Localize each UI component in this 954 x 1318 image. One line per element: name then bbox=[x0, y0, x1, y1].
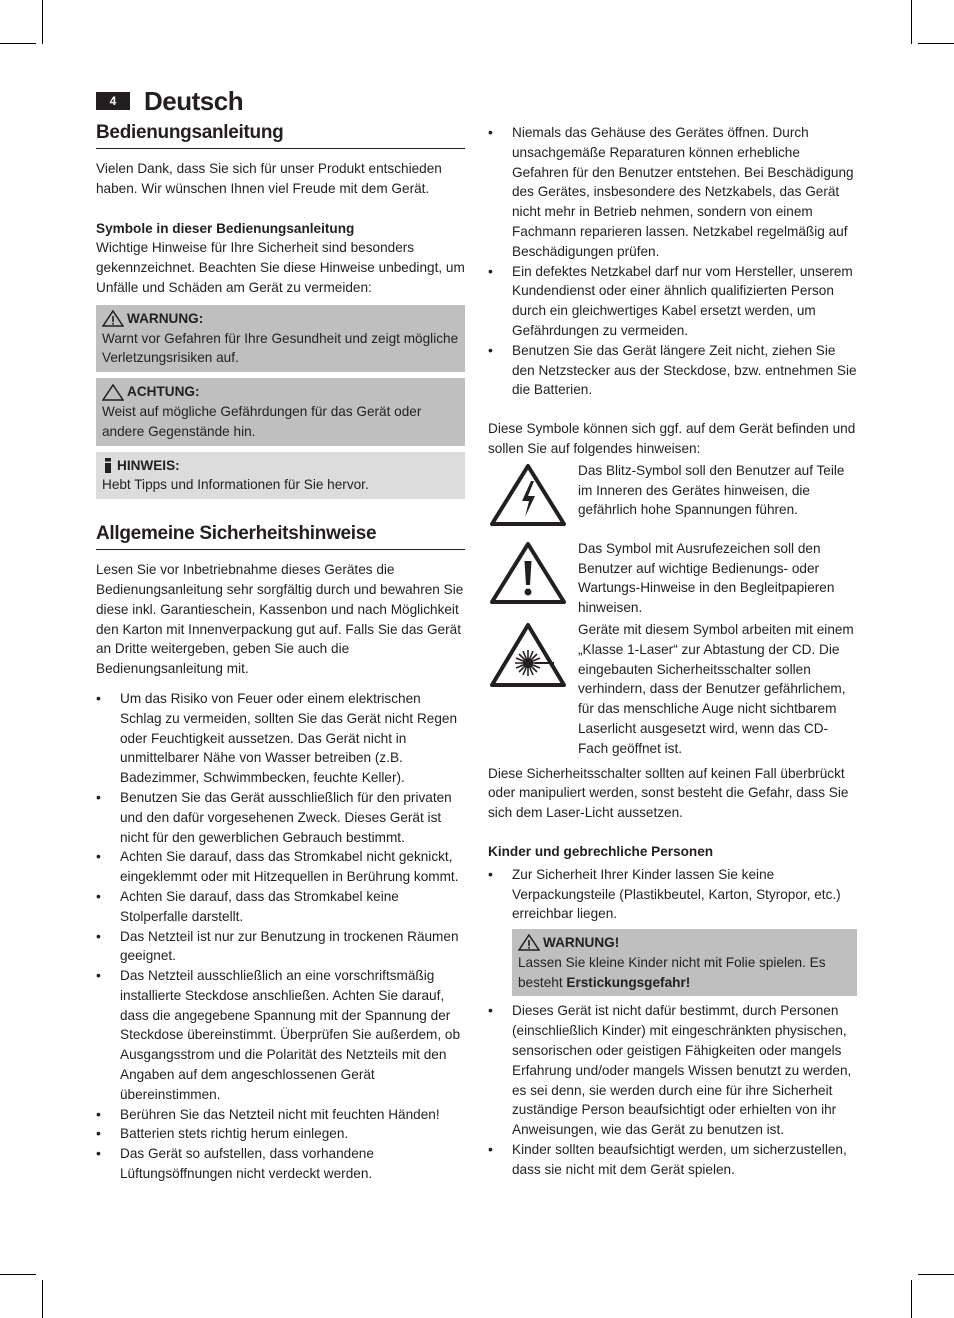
crop-mark bbox=[42, 1280, 43, 1318]
suffocation-hazard: Erstickungsgefahr! bbox=[566, 974, 691, 990]
list-item: • Das Gerät so aufstellen, dass vorhandene Lüftungsöffnungen nicht verdeckt werden. bbox=[96, 1144, 465, 1184]
crop-mark bbox=[42, 0, 43, 44]
lightning-icon bbox=[488, 463, 568, 527]
list-item: • Kinder sollten beaufsichtigt werden, um sicherzustellen, dass sie nicht mit dem Gerät spielen. bbox=[488, 1140, 857, 1180]
warning-title: WARNUNG: bbox=[127, 310, 204, 326]
safety-list bbox=[96, 689, 465, 1184]
children-list-continued bbox=[488, 1001, 857, 1179]
symbol-row-exclamation bbox=[488, 539, 857, 618]
exclamation-text: Das Symbol mit Ausrufezeichen soll den Benutzer auf wichtige Bedienungs- oder Wartungs-Hinweise in den Begleitpapieren hinweisen. bbox=[578, 540, 835, 616]
page-header bbox=[96, 86, 243, 116]
warning-triangle-icon bbox=[102, 310, 124, 327]
warning-triangle-icon bbox=[518, 934, 540, 951]
note-title: HINWEIS: bbox=[117, 457, 180, 473]
laser-icon bbox=[488, 622, 568, 688]
symbol-row-laser bbox=[488, 620, 857, 759]
intro-text: Vielen Dank, dass Sie sich für unser Produkt entschieden haben. Wir wünschen Ihnen viel Freude mit dem Gerät. bbox=[96, 161, 442, 196]
safety-list-continued bbox=[488, 123, 857, 400]
list-item: • Das Netzteil ist nur zur Benutzung in trockenen Räumen geeignet. bbox=[96, 927, 465, 967]
list-item: • Niemals das Gehäuse des Gerätes öffnen. Durch unsachgemäße Reparaturen können erhebliche Gefahren für den Benutzer entstehen. Bei Beschädigung des Gerätes, insbesondere des Netzkabels, das Gerät nicht mehr in Betrieb nehmen, sondern von einem Fachmann reparieren lassen. Netzkabel regelmäßig auf Beschädigungen prüfen. bbox=[488, 123, 857, 262]
list-item: • Benutzen Sie das Gerät längere Zeit nicht, ziehen Sie den Netzstecker aus der Steckdose, bzw. entnehmen Sie die Batterien. bbox=[488, 341, 857, 400]
caution-title: ACHTUNG: bbox=[127, 384, 200, 400]
list-item: • Das Netzteil ausschließlich an eine vorschriftsmäßig installierte Steckdose anschließen. Achten Sie darauf, dass die angegebene Spannung mit der Spannung der Steckdose übereinstimmt. Überprüfen Sie außerdem, ob Ausgangsstrom und die Polarität des Netzteils mit den Angaben auf dem angeschlossenen Gerät übereinstimmen. bbox=[96, 966, 465, 1105]
warning-text: Warnt vor Gefahren für Ihre Gesundheit und zeigt mögliche Verletzungsrisiken auf. bbox=[102, 330, 459, 366]
child-warning-title: WARNUNG! bbox=[543, 935, 620, 951]
children-heading: Kinder und gebrechliche Personen bbox=[488, 843, 714, 859]
crop-mark bbox=[918, 43, 954, 44]
caution-box bbox=[96, 378, 465, 445]
list-item: • Ein defektes Netzkabel darf nur vom Hersteller, unserem Kundendienst oder einer ähnlich qualifizierten Person durch ein gleichwertiges Kabel ersetzt werden, um Gefährdungen zu vermeiden. bbox=[488, 262, 857, 341]
symbols-intro: Diese Symbole können sich ggf. auf dem Gerät befinden und sollen Sie auf folgendes hinweisen: bbox=[488, 421, 856, 456]
crop-mark bbox=[918, 1274, 954, 1275]
language-title: Deutsch bbox=[144, 86, 244, 116]
list-item: • Achten Sie darauf, dass das Stromkabel nicht geknickt, eingeklemmt oder mit Hitzequellen in Berührung kommt. bbox=[96, 847, 465, 887]
caution-text: Weist auf mögliche Gefährdungen für das Gerät oder andere Gegenstände hin. bbox=[102, 403, 422, 439]
page-number: 4 bbox=[96, 92, 130, 110]
warning-box bbox=[96, 305, 465, 372]
list-item: • Zur Sicherheit Ihrer Kinder lassen Sie keine Verpackungsteile (Plastikbeutel, Karton, Styropor, etc.) erreichbar liegen. bbox=[488, 865, 857, 924]
note-text: Hebt Tipps und Informationen für Sie hervor. bbox=[102, 477, 369, 493]
list-item: • Um das Risiko von Feuer oder einem elektrischen Schlag zu vermeiden, sollten Sie das Gerät nicht Regen oder Feuchtigkeit aussetzen. Das Gerät nicht in unmittelbarer Nähe von Wasser betreiben (z.B. Badezimmer, Schwimmbecken, feuchte Keller). bbox=[96, 689, 465, 788]
child-warning-text: Lassen Sie kleine Kinder nicht mit Folie spielen. Es besteht Erstickungsgefahr! bbox=[518, 954, 826, 990]
symbols-heading: Symbole in dieser Bedienungsanleitung bbox=[96, 220, 355, 236]
list-item: • Dieses Gerät ist nicht dafür bestimmt, durch Personen (einschließlich Kinder) mit eingeschränkten physischen, sensorischen oder geistigen Fähigkeiten oder mangels Erfahrung und/oder mangels Wissen benutzt zu werden, es sei denn, sie werden durch eine für ihre Sicherheit zuständige Person beaufsichtigt oder erhielten von ihr Anweisungen, wie das Gerät zu benutzen ist. bbox=[488, 1001, 857, 1140]
safety-heading: Allgemeine Sicherheitshinweise bbox=[96, 521, 465, 550]
safety-intro: Lesen Sie vor Inbetriebnahme dieses Gerätes die Bedienungsanleitung sehr sorgfältig durch und bewahren Sie diese inkl. Garantieschein, Kassenbon und nach Möglichkeit den Karton mit Innenverpackung gut auf. Falls Sie das Gerät an Dritte weitergeben, geben Sie auch die Bedienungsanleitung mit. bbox=[96, 562, 464, 677]
lightning-text: Das Blitz-Symbol soll den Benutzer auf Teile im Inneren des Gerätes hinweisen, die gefährlich hohe Spannungen führen. bbox=[578, 462, 845, 518]
list-item: • Benutzen Sie das Gerät ausschließlich für den privaten und den dafür vorgesehenen Zweck. Dieses Gerät ist nicht für den gewerblichen Gebrauch bestimmt. bbox=[96, 788, 465, 847]
symbol-row-lightning bbox=[488, 461, 857, 527]
info-icon bbox=[102, 457, 114, 474]
right-column bbox=[488, 123, 857, 1180]
manual-heading: Bedienungsanleitung bbox=[96, 120, 465, 149]
child-warning-box bbox=[512, 929, 857, 996]
crop-mark bbox=[0, 43, 36, 44]
exclamation-icon bbox=[488, 541, 568, 605]
children-list bbox=[488, 865, 857, 924]
crop-mark bbox=[911, 1280, 912, 1318]
list-item: • Berühren Sie das Netzteil nicht mit feuchten Händen! bbox=[96, 1105, 465, 1125]
laser-text: Geräte mit diesem Symbol arbeiten mit einem „Klasse 1-Laser“ zur Abtastung der CD. Die eingebauten Sicherheitsschalter sollen verhindern, dass der Benutzer gefährlichem, für das menschliche Auge nicht sichtbarem Laserlicht ausgesetzt wird, wenn das CD-Fach geöffnet ist. bbox=[578, 621, 854, 756]
crop-mark bbox=[0, 1274, 36, 1275]
laser-note: Diese Sicherheitsschalter sollten auf keinen Fall überbrückt oder manipuliert werden, sonst besteht die Gefahr, dass Sie sich dem Laser-Licht aussetzen. bbox=[488, 765, 849, 821]
list-item: • Batterien stets richtig herum einlegen. bbox=[96, 1124, 465, 1144]
crop-mark bbox=[911, 0, 912, 44]
list-item: • Achten Sie darauf, dass das Stromkabel keine Stolperfalle darstellt. bbox=[96, 887, 465, 927]
caution-triangle-icon bbox=[102, 384, 124, 401]
note-box bbox=[96, 452, 465, 500]
symbols-text: Wichtige Hinweise für Ihre Sicherheit sind besonders gekennzeichnet. Beachten Sie diese Hinweise unbedingt, um Unfälle und Schäden am Gerät zu vermeiden: bbox=[96, 240, 465, 295]
left-column bbox=[96, 120, 465, 1184]
